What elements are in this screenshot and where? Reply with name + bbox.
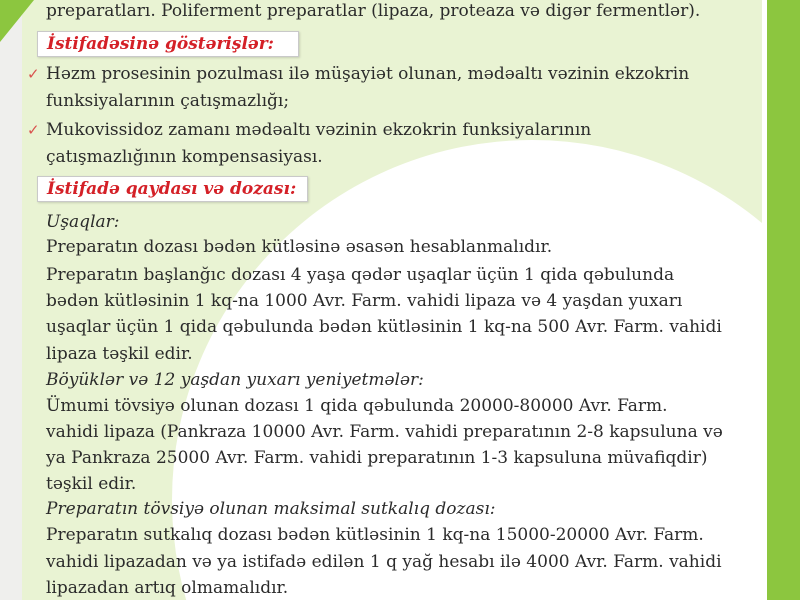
children-line-5: lipaza təşkil edir.: [46, 344, 193, 364]
section-heading-usage-text: İstifadəsinə göstərişlər:: [47, 34, 274, 54]
adults-line-2: vahidi lipaza (Pankraza 10000 Avr. Farm. vahidi preparatının 2-8 kapsuluna və: [46, 422, 723, 442]
check-icon: ✓: [27, 121, 40, 139]
children-line-4: uşaqlar üçün 1 qida qəbulunda bədən kütləsinin 1 kq-na 500 Avr. Farm. vahidi: [46, 317, 722, 337]
adults-line-4: təşkil edir.: [46, 474, 137, 494]
intro-line: preparatları. Poliferment preparatlar (lipaza, proteaza və digər fermentlər).: [46, 1, 701, 21]
children-label: Uşaqlar:: [46, 212, 120, 232]
children-line-3: bədən kütləsinin 1 kq-na 1000 Avr. Farm. vahidi lipaza və 4 yaşdan yuxarı: [46, 291, 683, 311]
indication-1-line-1: Həzm prosesinin pozulması ilə müşayiət olunan, mədəaltı vəzinin ekzokrin: [46, 64, 690, 84]
max-dose-line-1: Preparatın sutkalıq dozası bədən kütləsinin 1 kq-na 15000-20000 Avr. Farm.: [46, 525, 704, 545]
right-green-bar: [767, 0, 800, 600]
section-heading-dosage: [37, 176, 308, 202]
indication-2-line-2: çatışmazlığının kompensasiyası.: [46, 147, 323, 167]
max-dose-line-3: lipazadan artıq olmamalıdır.: [46, 578, 289, 598]
indication-2-line-1: Mukovissidoz zamanı mədəaltı vəzinin ekzokrin funksiyalarının: [46, 120, 592, 140]
check-icon: ✓: [27, 65, 40, 83]
children-line-1: Preparatın dozası bədən kütləsinə əsasən hesablanmalıdır.: [46, 237, 553, 257]
adults-line-1: Ümumi tövsiyə olunan dozası 1 qida qəbulunda 20000-80000 Avr. Farm.: [46, 396, 668, 416]
max-dose-line-2: vahidi lipazadan və ya istifadə edilən 1 q yağ hesabı ilə 4000 Avr. Farm. vahidi: [46, 552, 722, 572]
section-heading-dosage-text: İstifadə qaydası və dozası:: [47, 179, 297, 199]
adults-line-3: ya Pankraza 25000 Avr. Farm. vahidi preparatının 1-3 kapsuluna müvafiqdir): [46, 448, 708, 468]
indication-1-line-2: funksiyalarının çatışmazlığı;: [46, 91, 290, 111]
section-heading-usage: [37, 31, 299, 57]
max-dose-label: Preparatın tövsiyə olunan maksimal sutkalıq dozası:: [46, 499, 496, 519]
adults-label: Böyüklər və 12 yaşdan yuxarı yeniyetmələr:: [46, 370, 424, 390]
children-line-2: Preparatın başlanğıc dozası 4 yaşa qədər uşaqlar üçün 1 qida qəbulunda: [46, 265, 675, 285]
